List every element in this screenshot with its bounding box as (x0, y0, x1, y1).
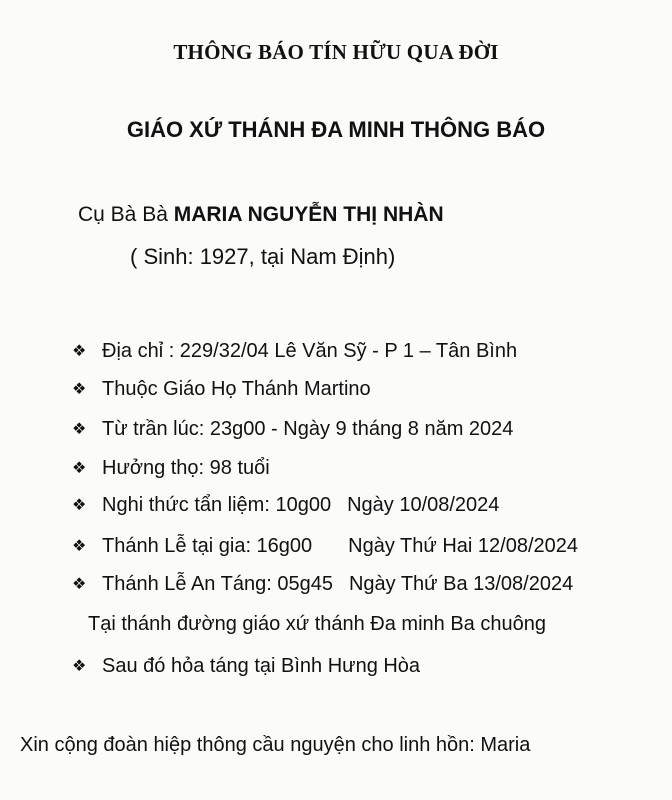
parish-announcement-title: GIÁO XỨ THÁNH ĐA MINH THÔNG BÁO (126, 117, 546, 142)
diamond-bullet-icon (72, 658, 90, 676)
encoffining-date-text: Ngày 10/08/2024 (347, 494, 500, 516)
diamond-bullet-icon (72, 343, 90, 361)
detail-encoffining (72, 494, 499, 517)
diamond-bullet-icon (72, 497, 90, 515)
age-text: Hưởng thọ: 98 tuổi (102, 457, 270, 479)
funeral-location: Tại thánh đường giáo xứ thánh Đa minh Ba chuông (88, 613, 546, 635)
deceased-name-line (78, 203, 444, 227)
encoffining-time-text: Nghi thức tẩn liệm: 10g00 (102, 494, 332, 516)
diamond-bullet-icon (72, 421, 90, 439)
funeral-mass-time-text: Thánh Lễ An Táng: 05g45 (102, 573, 333, 595)
death-time-text: Từ trần lúc: 23g00 - Ngày 9 tháng 8 năm 2024 (102, 418, 514, 440)
notice-title: THÔNG BÁO TÍN HỮU QUA ĐỜI (173, 40, 499, 64)
detail-address (72, 340, 517, 363)
detail-home-mass (72, 535, 578, 558)
detail-funeral-mass (72, 573, 573, 596)
parish-group-text: Thuộc Giáo Họ Thánh Martino (102, 378, 371, 400)
home-mass-time-text: Thánh Lễ tại gia: 16g00 (102, 535, 313, 557)
detail-cremation (72, 655, 420, 678)
cremation-text: Sau đó hỏa táng tại Bình Hưng Hòa (102, 655, 421, 677)
funeral-mass-date-text: Ngày Thứ Ba 13/08/2024 (348, 573, 574, 595)
diamond-bullet-icon (72, 576, 90, 594)
diamond-bullet-icon (72, 460, 90, 478)
detail-age (72, 457, 270, 480)
address-text: Địa chỉ : 229/32/04 Lê Văn Sỹ - P 1 – Tân Bình (102, 340, 518, 362)
detail-parish-group (72, 378, 371, 401)
closing-prayer-request: Xin cộng đoàn hiệp thông cầu nguyện cho linh hồn: Maria (20, 734, 531, 756)
deceased-name: MARIA NGUYỄN THỊ NHÀN (173, 203, 444, 226)
deceased-honorific: Cụ Bà Bà (78, 203, 168, 226)
diamond-bullet-icon (72, 538, 90, 556)
diamond-bullet-icon (72, 381, 90, 399)
detail-death-time (72, 418, 513, 441)
deceased-birth-info: ( Sinh: 1927, tại Nam Định) (130, 244, 396, 269)
home-mass-date-text: Ngày Thứ Hai 12/08/2024 (348, 535, 579, 557)
